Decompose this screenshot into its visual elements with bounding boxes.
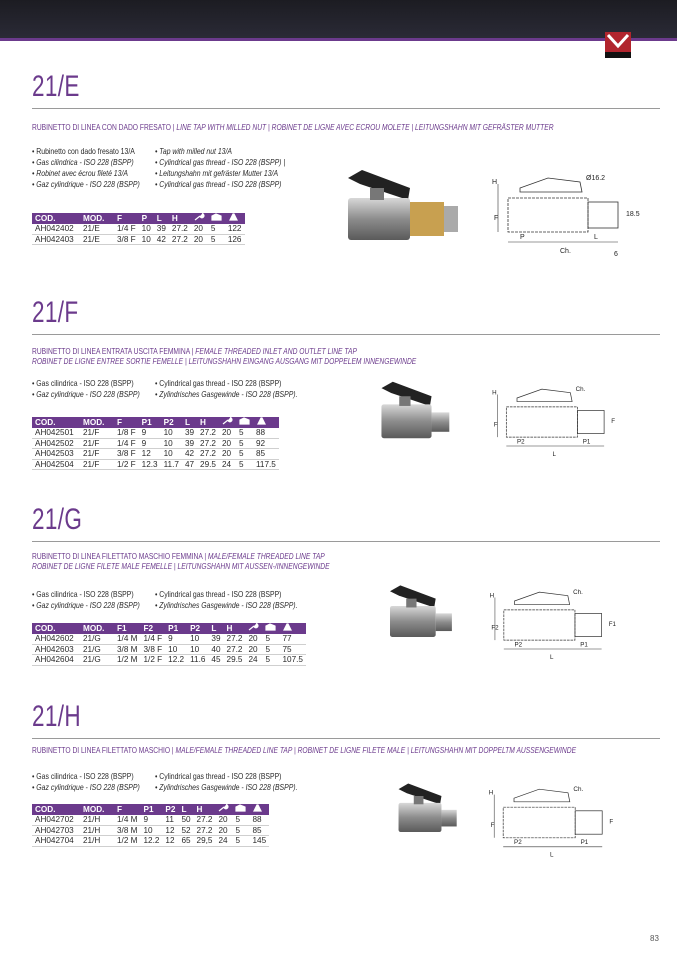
table-cell: 45	[208, 655, 223, 666]
description-translations: LINE TAP WITH MILLED NUT | ROBINET DE LIGNE AVEC ECROU MOLETE | LEITUNGSHAHN MIT GEFRÄSTER MUTTER	[176, 122, 554, 132]
table-cell: 1/4 M	[114, 634, 140, 644]
table-cell: 24	[245, 655, 262, 666]
bullet-right: • Cylindrical gas thread - ISO 228 (BSPP)	[155, 771, 282, 781]
table-cell: 10	[161, 449, 182, 460]
column-header: MOD.	[80, 417, 114, 428]
table-cell: AH042604	[32, 655, 80, 666]
table-row	[32, 836, 269, 847]
table-cell: 10	[187, 634, 208, 644]
wrench-icon	[222, 417, 233, 425]
table-cell: 20	[219, 438, 236, 449]
table-cell: 21/E	[80, 224, 114, 234]
table-row	[32, 428, 279, 438]
table-cell: 5	[262, 644, 279, 655]
section-divider	[32, 334, 660, 335]
column-header: H	[197, 417, 219, 428]
table-cell: 10	[139, 224, 154, 234]
table-cell: 27.2	[224, 634, 246, 644]
table-cell: 50	[178, 815, 193, 825]
table-cell: 12.3	[139, 459, 161, 470]
bullet-right: • Cylindrical gas thread - ISO 228 (BSPP)	[155, 589, 282, 599]
spec-table	[32, 417, 279, 470]
table-cell: 1/2 M	[114, 655, 140, 666]
table-cell: 10	[187, 644, 208, 655]
description-it: RUBINETTO DI LINEA FILETTATO MASCHIO FEMMINA |	[32, 551, 208, 561]
table-cell: AH042603	[32, 644, 80, 655]
spec-table	[32, 623, 306, 666]
column-header: P2	[162, 804, 178, 815]
table-cell: 52	[178, 825, 193, 836]
table-cell: 20	[215, 825, 232, 836]
column-header: F	[114, 804, 140, 815]
header-bag-icon	[253, 417, 279, 428]
table-cell: 21/G	[80, 634, 114, 644]
table-cell: AH042403	[32, 234, 80, 245]
product-photo	[375, 372, 480, 452]
table-cell: 39	[182, 428, 197, 438]
table-cell: 12	[162, 825, 178, 836]
table-cell: 27.2	[169, 224, 191, 234]
table-cell: 10	[161, 428, 182, 438]
table-cell: 5	[232, 815, 249, 825]
table-cell: 27.2	[197, 449, 219, 460]
table-cell: 24	[219, 459, 236, 470]
table-cell: 3/8 M	[114, 644, 140, 655]
drawing-label: F	[494, 215, 499, 222]
header-box-icon	[232, 804, 249, 815]
table-cell: 126	[225, 234, 245, 245]
table-cell: 75	[279, 644, 306, 655]
table-cell: 27.2	[224, 644, 246, 655]
bullet-left: • Gaz cylindrique - ISO 228 (BSPP)	[32, 600, 140, 610]
header-box-icon	[208, 213, 225, 224]
technical-drawing	[490, 170, 640, 260]
drawing-label: Ch.	[560, 248, 571, 255]
section-divider	[32, 541, 660, 542]
column-header: L	[154, 213, 169, 224]
section-description	[32, 551, 330, 571]
table-cell: 107.5	[279, 655, 306, 666]
header-wrench-icon	[215, 804, 232, 815]
table-header-row	[32, 417, 279, 428]
table-cell: 145	[249, 836, 269, 847]
header-wrench-icon	[219, 417, 236, 428]
table-cell: 65	[178, 836, 193, 847]
header-bag-icon	[225, 213, 245, 224]
table-cell: 1/4 F	[140, 634, 165, 644]
table-cell: 122	[225, 224, 245, 234]
technical-drawing	[487, 585, 622, 665]
column-header: COD.	[32, 804, 80, 815]
table-cell: 5	[236, 449, 253, 460]
column-header: MOD.	[80, 213, 114, 224]
bullet-left: • Gaz cylindrique - ISO 228 (BSPP)	[32, 389, 140, 399]
drawing-label: F	[490, 822, 495, 829]
table-cell: AH042702	[32, 815, 80, 825]
drawing-label: P2	[514, 641, 523, 649]
spec-table	[32, 804, 269, 847]
bullet-row	[32, 179, 285, 190]
drawing-label: H	[492, 179, 498, 186]
description-line2: ROBINET DE LIGNE FILETE MALE FEMELLE | LEITUNGSHAHN MIT AUSSEN-/INNENGEWINDE	[32, 561, 330, 571]
drawing-label: F1	[608, 620, 616, 628]
table-row	[32, 224, 245, 234]
description-it: RUBINETTO DI LINEA FILETTATO MASCHIO |	[32, 745, 176, 755]
product-photo	[393, 772, 483, 847]
bag-icon	[282, 623, 293, 631]
feature-bullets	[32, 378, 297, 400]
bullet-left: • Rubinetto con dado fresato 13/A	[32, 146, 135, 156]
table-cell: 3/8 F	[114, 449, 139, 460]
drawing-label: H	[489, 592, 495, 600]
description-it: RUBINETTO DI LINEA ENTRATA USCITA FEMMINA |	[32, 346, 196, 356]
table-cell: 1/2 F	[114, 459, 139, 470]
table-cell: 5	[232, 836, 249, 847]
column-header: H	[194, 804, 216, 815]
table-cell: 21/G	[80, 655, 114, 666]
bag-icon	[228, 213, 239, 221]
table-cell: 12.2	[140, 836, 162, 847]
feature-bullets	[32, 589, 297, 611]
table-cell: 21/F	[80, 449, 114, 460]
column-header: F	[114, 213, 139, 224]
table-cell: 5	[262, 655, 279, 666]
section-description	[32, 346, 416, 366]
drawing-label: F	[611, 417, 616, 425]
table-cell: 21/F	[80, 428, 114, 438]
table-cell: 85	[253, 449, 279, 460]
table-cell: 21/F	[80, 438, 114, 449]
table-cell: AH042602	[32, 634, 80, 644]
table-cell: 12	[139, 449, 161, 460]
drawing-label: P	[520, 234, 525, 241]
section-divider	[32, 738, 660, 739]
feature-bullets	[32, 771, 297, 793]
bullet-row	[32, 389, 297, 400]
column-header: COD.	[32, 213, 80, 224]
table-cell: 11.7	[161, 459, 182, 470]
bullet-left: • Robinet avec écrou fileté 13/A	[32, 168, 128, 178]
drawing-label: 18.5	[626, 211, 640, 218]
header-box-icon	[262, 623, 279, 634]
table-cell: 5	[208, 234, 225, 245]
table-header-row	[32, 213, 245, 224]
section-title: 21/E	[32, 70, 80, 103]
bag-icon	[256, 417, 267, 425]
table-cell: 20	[219, 449, 236, 460]
drawing-label: Ø16.2	[586, 175, 606, 182]
table-cell: 1/8 F	[114, 428, 139, 438]
table-cell: 39	[182, 438, 197, 449]
header-box-icon	[236, 417, 253, 428]
product-photo	[382, 578, 482, 648]
table-cell: 20	[215, 815, 232, 825]
table-cell: 21/G	[80, 644, 114, 655]
header-accent-line	[0, 38, 677, 41]
description-line2: ROBINET DE LIGNE ENTREE SORTIE FEMELLE | LEITUNGSHAHN EINGANG AUSGANG MIT DOPPELEM INNENGEWINDE	[32, 356, 417, 366]
table-cell: 3/8 M	[114, 825, 140, 836]
brand-logo-icon	[603, 30, 633, 60]
table-cell: 92	[253, 438, 279, 449]
header-wrench-icon	[245, 623, 262, 634]
box-icon	[265, 623, 276, 631]
bag-icon	[252, 804, 263, 812]
column-header: F1	[114, 623, 140, 634]
bullet-right: • Cylindrical gas thread - ISO 228 (BSPP)	[155, 378, 282, 388]
table-cell: 117.5	[253, 459, 279, 470]
table-row	[32, 655, 306, 666]
drawing-label: Ch.	[573, 786, 584, 793]
header-wrench-icon	[191, 213, 208, 224]
table-cell: 10	[139, 234, 154, 245]
table-cell: 39	[154, 224, 169, 234]
box-icon	[211, 213, 222, 221]
section-title: 21/F	[32, 296, 79, 329]
table-cell: 5	[208, 224, 225, 234]
table-cell: 3/8 F	[140, 644, 165, 655]
column-header: F	[114, 417, 139, 428]
table-cell: 27.2	[197, 438, 219, 449]
bullet-row	[32, 378, 297, 389]
column-header: F2	[140, 623, 165, 634]
drawing-label: H	[492, 389, 497, 397]
bullet-left: • Gas cilindrica - ISO 228 (BSPP)	[32, 589, 134, 599]
table-cell: 20	[191, 224, 208, 234]
table-cell: 12	[162, 836, 178, 847]
description-translations: FEMALE THREADED INLET AND OUTLET LINE TAP	[195, 346, 357, 356]
table-cell: 3/8 F	[114, 234, 139, 245]
drawing-label: Ch.	[575, 385, 586, 393]
table-cell: 40	[208, 644, 223, 655]
table-cell: 27.2	[197, 428, 219, 438]
box-icon	[239, 417, 250, 425]
table-cell: 9	[165, 634, 187, 644]
table-cell: 5	[236, 459, 253, 470]
table-cell: 88	[253, 428, 279, 438]
drawing-label: P1	[580, 839, 589, 847]
table-cell: 29.5	[224, 655, 246, 666]
table-cell: 27.2	[169, 234, 191, 245]
table-cell: 1/2 M	[114, 836, 140, 847]
drawing-label: P2	[514, 839, 522, 847]
table-cell: 42	[182, 449, 197, 460]
column-header: MOD.	[80, 623, 114, 634]
table-cell: 20	[191, 234, 208, 245]
table-cell: 1/4 M	[114, 815, 140, 825]
technical-drawing	[487, 382, 627, 462]
table-cell: 27.2	[194, 825, 216, 836]
column-header: H	[169, 213, 191, 224]
drawing-label: F	[609, 818, 614, 826]
table-row	[32, 644, 306, 655]
table-cell: AH042501	[32, 428, 80, 438]
table-cell: 47	[182, 459, 197, 470]
table-cell: 21/E	[80, 234, 114, 245]
bullet-right: • Zylindrisches Gasgewinde - ISO 228 (BSPP).	[155, 782, 298, 792]
drawing-label: L	[552, 450, 557, 458]
drawing-label: L	[594, 234, 598, 241]
table-cell: 20	[245, 644, 262, 655]
column-header: P	[139, 213, 154, 224]
table-cell: AH042704	[32, 836, 80, 847]
table-cell: 5	[262, 634, 279, 644]
table-cell: AH042504	[32, 459, 80, 470]
header-bag-icon	[279, 623, 306, 634]
table-row	[32, 459, 279, 470]
bullet-right: • Cylindrical gas thread - ISO 228 (BSPP) |	[155, 157, 286, 167]
column-header: P1	[139, 417, 161, 428]
description-translations: MALE/FEMALE THREADED LINE TAP | ROBINET DE LIGNE FILETE MALE | LEITUNGSHAHN MIT DOPPELTM AUSSENGEWINDE	[175, 745, 577, 755]
table-cell: 20	[245, 634, 262, 644]
table-header-row	[32, 804, 269, 815]
table-row	[32, 449, 279, 460]
bullet-row	[32, 146, 285, 157]
section-title: 21/G	[32, 503, 83, 536]
bullet-left: • Gas cilindrica - ISO 228 (BSPP)	[32, 378, 134, 388]
table-row	[32, 815, 269, 825]
drawing-label: Ch.	[573, 588, 583, 596]
table-cell: 10	[140, 825, 162, 836]
table-row	[32, 234, 245, 245]
wrench-icon	[194, 213, 205, 221]
bullet-left: • Gas cilindrica - ISO 228 (BSPP)	[32, 771, 134, 781]
box-icon	[235, 804, 246, 812]
bullet-right: • Cylindrical gas thread - ISO 228 (BSPP)	[155, 179, 282, 189]
column-header: P2	[187, 623, 208, 634]
table-cell: 1/2 F	[140, 655, 165, 666]
table-cell: 29,5	[194, 836, 216, 847]
header-bag-icon	[249, 804, 269, 815]
bullet-row	[32, 589, 297, 600]
table-cell: 29.5	[197, 459, 219, 470]
table-cell: 10	[165, 644, 187, 655]
table-cell: 77	[279, 634, 306, 644]
table-cell: 5	[236, 428, 253, 438]
column-header: COD.	[32, 623, 80, 634]
product-photo	[340, 160, 470, 255]
section-title: 21/H	[32, 700, 82, 733]
table-cell: 5	[236, 438, 253, 449]
wrench-icon	[218, 804, 229, 812]
wrench-icon	[248, 623, 259, 631]
column-header: P1	[140, 804, 162, 815]
description-translations: MALE/FEMALE THREADED LINE TAP	[207, 551, 325, 561]
table-cell: 24	[215, 836, 232, 847]
table-cell: 11	[162, 815, 178, 825]
table-cell: 42	[154, 234, 169, 245]
table-cell: 1/4 F	[114, 224, 139, 234]
drawing-label: H	[488, 789, 494, 797]
table-cell: 88	[249, 815, 269, 825]
section-description	[32, 745, 576, 755]
bullet-row	[32, 771, 297, 782]
bullet-row	[32, 782, 297, 793]
table-cell: 1/4 F	[114, 438, 139, 449]
table-row	[32, 438, 279, 449]
table-cell: 27.2	[194, 815, 216, 825]
table-cell: AH042502	[32, 438, 80, 449]
table-cell: 11.6	[187, 655, 208, 666]
drawing-label: P1	[582, 438, 591, 446]
description-it: RUBINETTO DI LINEA CON DADO FRESATO |	[32, 122, 177, 132]
column-header: L	[208, 623, 223, 634]
table-cell: 12.2	[165, 655, 187, 666]
column-header: P1	[165, 623, 187, 634]
bullet-row	[32, 168, 285, 179]
bullet-right: • Tap with milled nut 13/A	[155, 146, 232, 156]
page-number: 83	[650, 934, 659, 943]
bullet-left: • Gaz cylindrique - ISO 228 (BSPP)	[32, 179, 140, 189]
spec-table	[32, 213, 245, 245]
table-cell: AH042402	[32, 224, 80, 234]
column-header: P2	[161, 417, 182, 428]
bullet-right: • Zylindrisches Gasgewinde - ISO 228 (BSPP).	[155, 389, 298, 399]
column-header: L	[182, 417, 197, 428]
drawing-label: 6	[614, 251, 618, 258]
table-cell: 9	[139, 428, 161, 438]
table-cell: AH042503	[32, 449, 80, 460]
bullet-left: • Gas cilindrica - ISO 228 (BSPP)	[32, 157, 134, 167]
drawing-label: P1	[580, 641, 588, 649]
bullet-row	[32, 157, 285, 168]
column-header: L	[178, 804, 193, 815]
section-description	[32, 122, 554, 132]
technical-drawing	[487, 780, 622, 865]
table-cell: 21/H	[80, 825, 114, 836]
table-cell: 9	[139, 438, 161, 449]
table-cell: 5	[232, 825, 249, 836]
table-cell: 20	[219, 428, 236, 438]
header-bar	[0, 0, 677, 38]
table-row	[32, 634, 306, 644]
table-cell: 21/H	[80, 836, 114, 847]
drawing-label: F2	[491, 624, 499, 632]
feature-bullets	[32, 146, 285, 190]
column-header: MOD.	[80, 804, 114, 815]
table-cell: 9	[140, 815, 162, 825]
table-row	[32, 825, 269, 836]
bullet-row	[32, 600, 297, 611]
bullet-right: • Leitungshahn mit gefräster Mutter 13/A	[155, 168, 279, 178]
drawing-label: L	[550, 851, 554, 859]
table-cell: 21/F	[80, 459, 114, 470]
table-cell: 85	[249, 825, 269, 836]
section-divider	[32, 108, 660, 109]
bullet-right: • Zylindrisches Gasgewinde - ISO 228 (BSPP).	[155, 600, 298, 610]
drawing-label: L	[550, 653, 554, 661]
drawing-label: P2	[517, 438, 525, 446]
table-header-row	[32, 623, 306, 634]
table-cell: 10	[161, 438, 182, 449]
bullet-left: • Gaz cylindrique - ISO 228 (BSPP)	[32, 782, 140, 792]
table-cell: 21/H	[80, 815, 114, 825]
column-header: COD.	[32, 417, 80, 428]
table-cell: AH042703	[32, 825, 80, 836]
column-header: H	[224, 623, 246, 634]
table-cell: 39	[208, 634, 223, 644]
drawing-label: F	[493, 421, 498, 429]
